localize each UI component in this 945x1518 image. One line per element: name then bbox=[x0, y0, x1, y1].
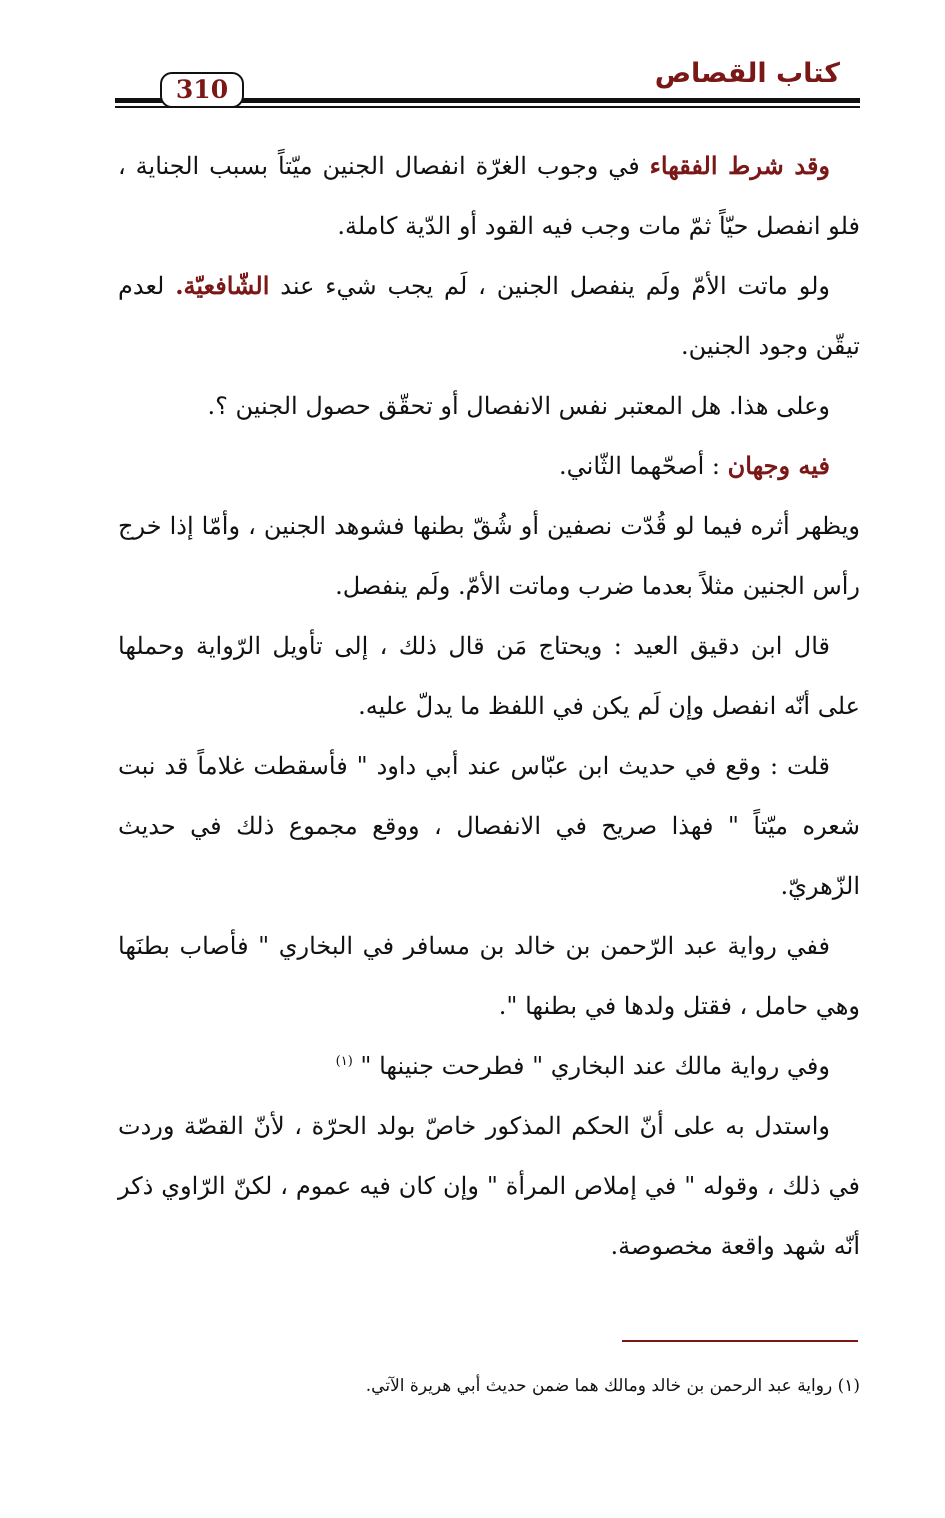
paragraph-text: واستدل به على أنّ الحكم المذكور خاصّ بولد الحرّة ، لأنّ القصّة وردت في ذلك ، وقوله " في إملاص المرأة " وإن كان فيه عموم ، لكنّ الرّاوي ذكر أنّه شهد واقعة مخصوصة. bbox=[118, 1112, 860, 1260]
paragraph-text: قلت : وقع في حديث ابن عبّاس عند أبي داود " فأسقطت غلاماً قد نبت شعره ميّتاً " فهذا صريح في الانفصال ، ووقع مجموع ذلك في حديث الزّهريّ. bbox=[118, 752, 860, 900]
body-text bbox=[118, 136, 860, 1276]
paragraph bbox=[118, 376, 860, 436]
paragraph bbox=[118, 616, 860, 736]
paragraph-text: ولو ماتت الأمّ ولَم ينفصل الجنين ، لَم يجب شيء عند bbox=[269, 272, 830, 300]
paragraph bbox=[118, 496, 860, 616]
highlighted-term: الشّافعيّة. bbox=[175, 271, 270, 300]
page-header bbox=[115, 52, 860, 114]
highlighted-term: وقد شرط الفقهاء bbox=[649, 151, 831, 180]
paragraph bbox=[118, 436, 860, 496]
footnote-divider bbox=[622, 1340, 858, 1342]
paragraph bbox=[118, 736, 860, 916]
paragraph-text: : أصحّهما الثّاني. bbox=[559, 452, 728, 480]
paragraph-text-after: لعدم تيقّن وجود الجنين. bbox=[118, 272, 860, 360]
chapter-title: كتاب القصاص bbox=[654, 58, 840, 89]
paragraph-text: قال ابن دقيق العيد : ويحتاج مَن قال ذلك ، إلى تأويل الرّواية وحملها على أنّه انفصل وإن لَم يكن في اللفظ ما يدلّ عليه. bbox=[118, 632, 860, 720]
paragraph-text: وعلى هذا. هل المعتبر نفس الانفصال أو تحقّق حصول الجنين ؟. bbox=[207, 392, 830, 420]
page-number: 310 bbox=[160, 72, 244, 108]
footnote-reference[interactable]: (١) bbox=[335, 1054, 353, 1069]
paragraph bbox=[118, 136, 860, 256]
paragraph-text: ويظهر أثره فيما لو قُدّت نصفين أو شُقّ بطنها فشوهد الجنين ، وأمّا إذا خرج رأس الجنين مثلاً بعدما ضرب وماتت الأمّ. ولَم ينفصل. bbox=[118, 512, 860, 600]
paragraph bbox=[118, 1096, 860, 1276]
paragraph-text: وفي رواية مالك عند البخاري " فطرحت جنينها " bbox=[352, 1052, 830, 1080]
paragraph-text: في وجوب الغرّة انفصال الجنين ميّتاً بسبب الجناية ، فلو انفصل حيّاً ثمّ مات وجب فيه القود أو الدّية كاملة. bbox=[118, 152, 860, 240]
paragraph bbox=[118, 916, 860, 1036]
paragraph-text: ففي رواية عبد الرّحمن بن خالد بن مسافر في البخاري " فأصاب بطنَها وهي حامل ، فقتل ولدها في بطنها ". bbox=[118, 932, 860, 1020]
footnote: (١) رواية عبد الرحمن بن خالد ومالك هما ضمن حديث أبي هريرة الآتي. bbox=[365, 1376, 860, 1396]
highlighted-term: فيه وجهان bbox=[727, 451, 830, 480]
paragraph bbox=[118, 256, 860, 376]
paragraph bbox=[118, 1036, 860, 1096]
